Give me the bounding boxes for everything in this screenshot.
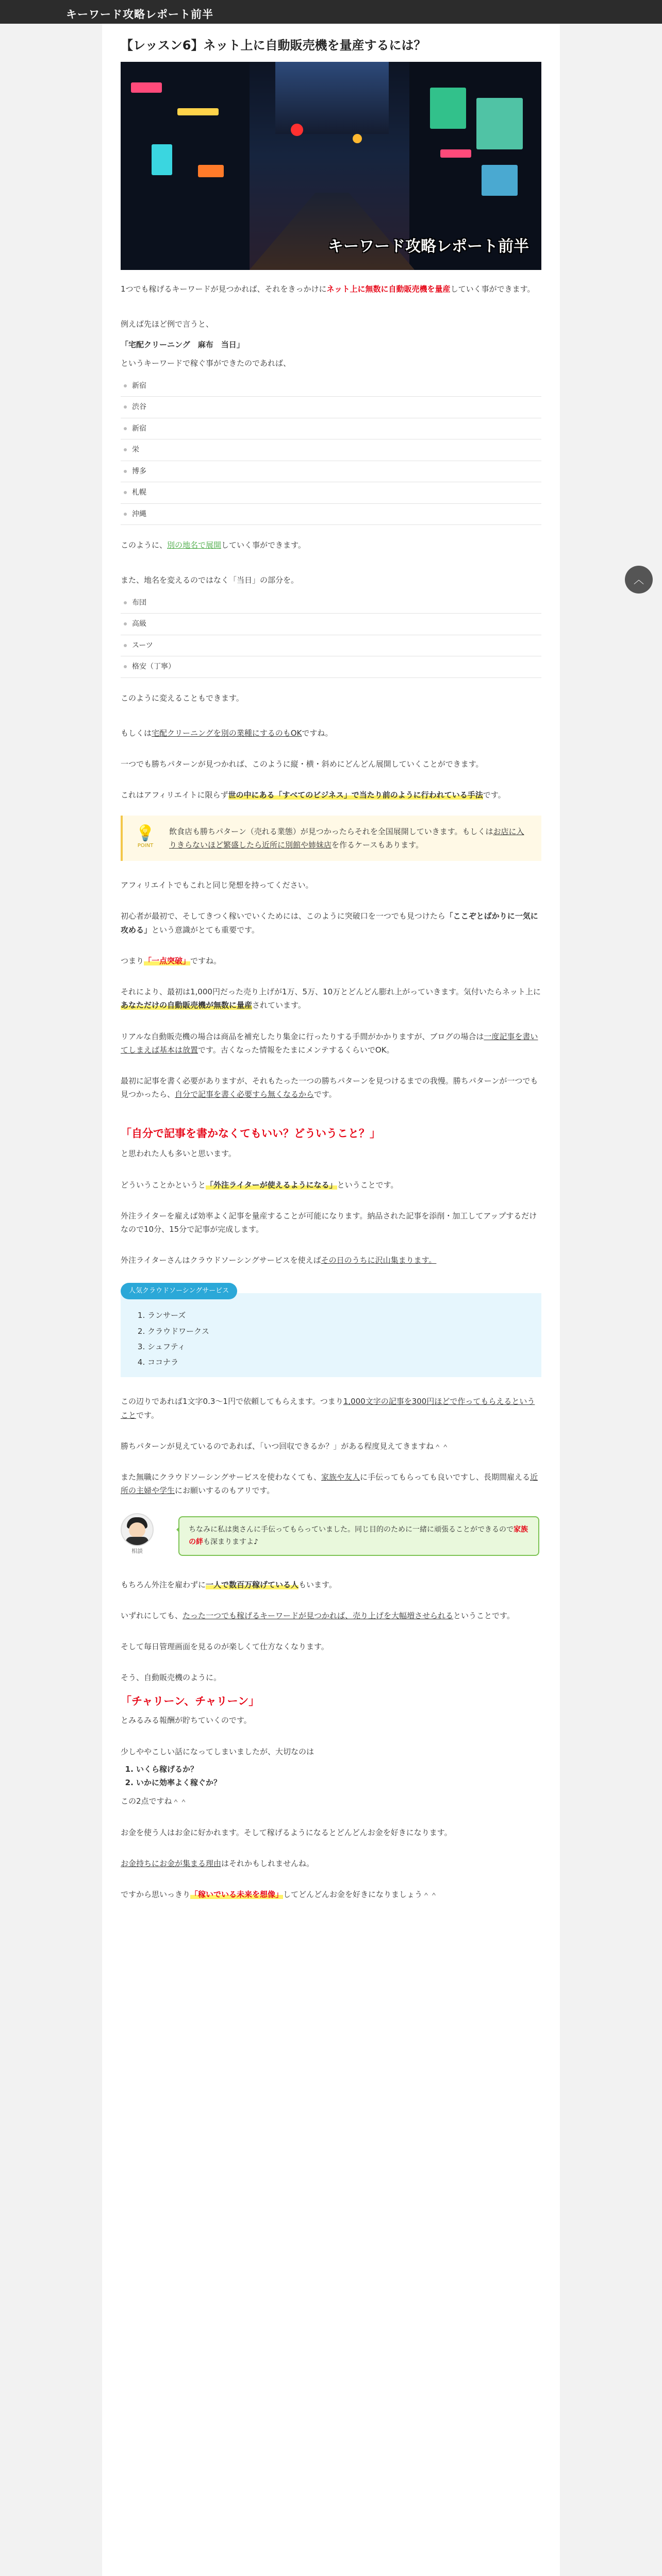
article-content [121,24,541,1901]
speech-bubble: ちなみに私は奥さんに手伝ってもらっていました。同じ目的のために一緒に頑張ることができるので家族の絆も深まりますよ♪ [178,1516,539,1556]
list-item: 格安（丁寧） [121,656,541,678]
crowdsourcing-box [121,1283,541,1378]
variation-list [121,592,541,678]
section-heading: 「自分で記事を書かなくてもいい？どういうこと？」 [121,1127,380,1140]
highlight-heading: 「チャリーン、チャリーン」 [121,1694,260,1707]
paragraph: いずれにしても、たった一つでも稼げるキーワードが見つかれば、売り上げを大幅増させられるということです。 [121,1611,515,1620]
list-item: 新宿 [121,376,541,397]
list-item: 渋谷 [121,397,541,418]
paragraph: これはアフィリエイトに限らず世の中にある「すべてのビジネス」で当たり前のように行われている手法です。 [121,790,506,800]
list-item: 3. シュフティ [147,1339,531,1354]
chevron-up-icon: ︿ [634,573,644,586]
paragraph: この辺りであれば1文字0.3〜1円で依頼してもらえます。つまり1,000文字の記事を300円ほどで作ってもらえるということです。 [121,1397,535,1420]
paragraph: このように変えることもできます。 [121,693,244,703]
list-item: スーツ [121,635,541,657]
hero-caption: キーワード攻略レポート前半 [328,238,529,256]
list-item: 4. ココナラ [147,1354,531,1370]
list-item: 1. ランサーズ [147,1308,531,1323]
paragraph: また、地名を変えるのではなく「当日」の部分を。 [121,575,299,585]
paragraph: 少しややこしい話になってしまいましたが、大切なのは [121,1747,315,1756]
paragraph: つまり「一点突破」ですね。 [121,956,222,965]
paragraph: そう、自動販売機のように。 [121,1673,222,1683]
paragraph: 初心者が最初で、そしてきつく稼いでいくためには、このように突破口を一つでも見つけたら「ここぞとばかりに一気に攻める」という意識がとても重要です。 [121,911,538,935]
point-note: 💡 POINT 飲食店も勝ちパターン（売れる業態）が見つかったらそれを全国展開していきます。もしくはお店に入りきらないほど繁盛したら近所に別館や姉妹店を作るケースもあります。 [121,816,541,861]
box-label: 人気クラウドソーシングサービス [121,1283,237,1300]
paragraph: 外注ライターを雇えば効率よく記事を量産することが可能になります。納品された記事を添削・加工してアップするだけなので10分、15分で記事が完成します。 [121,1211,537,1234]
paragraph: 外注ライターさんはクラウドソーシングサービスを使えばその日のうちに沢山集まります。 [121,1256,437,1265]
keyword-example: 「宅配クリーニング 麻布 当日」 [121,340,244,350]
paragraph: 例えば先ほど例で言うと、 [121,319,214,329]
paragraph: この2点ですね＾＾ [121,1797,188,1806]
paragraph: もしくは宅配クリーニングを別の業種にするのもOKですね。 [121,728,333,738]
lightbulb-icon: 💡 POINT [136,824,155,849]
paragraph: それにより、最初は1,000円だった売り上げが1万、5万、10万とどんどん膨れ上がっていきます。気付いたらネット上にあなただけの自動販売機が無数に量産されています。 [121,987,541,1010]
list-item: 2. クラウドワークス [147,1324,531,1339]
paragraph: ですから思いっきり「稼いでいる未来を想像」してどんどんお金を好きになりましょう＾＾ [121,1890,438,1900]
paragraph: 一つでも勝ちパターンが見つかれば、このように縦・横・斜めにどんどん展開していくことができます。 [121,759,484,769]
paragraph: というキーワードで稼ぐ事ができたのであれば、 [121,359,291,368]
paragraph: とみるみる報酬が貯ちていくのです。 [121,1716,252,1725]
paragraph: お金持ちにお金が集まる理由はそれかもしれませんね。 [121,1858,315,1868]
avatar-name: 相談 [131,1547,143,1554]
paragraph: お金を使う人はお金に好かれます。そして稼げるようになるとどんどんお金を好きになります。 [121,1827,452,1837]
page-title: 【レッスン6】ネット上に自動販売機を量産するには？ [121,38,426,53]
paragraph: そして毎日管理画面を見るのが楽しくて仕方なくなります。 [121,1642,329,1652]
list-item: 布団 [121,592,541,614]
list-item: 札幌 [121,482,541,504]
paragraph: 最初に記事を書く必要がありますが、それもたった一つの勝ちパターンを見つけるまでの我慢。勝ちパターンが一つでも見つかったら、自分で記事を書く必要すら無くなるからです。 [121,1076,538,1099]
site-logo[interactable]: キーワード攻略レポート前半 [66,8,213,21]
list-item: 沖縄 [121,504,541,526]
speech-balloon [121,1513,541,1565]
paragraph: リアルな自動販売機の場合は商品を補充したり集金に行ったりする手間がかかりますが、ブログの場合は一度記事を書いてしまえば基本は放置です。古くなった情報をたまにメンテするくらいでOK。 [121,1031,538,1055]
article-card [102,24,560,2576]
key-points [121,1762,541,1790]
paragraph: 勝ちパターンが見えているのであれば、「いつ回収できるか？」がある程度見えてきますね＾＾ [121,1441,450,1451]
list-item: 1. いくら稼げるか？ [136,1762,541,1776]
list-item: 高級 [121,614,541,635]
service-list [136,1308,531,1370]
top-bar [0,0,662,24]
list-item: 新宿 [121,418,541,440]
scroll-to-top-button[interactable] [625,566,653,594]
paragraph: もちろん外注を雇わずに一人で数百万稼げている人もいます。 [121,1580,337,1589]
city-list [121,376,541,526]
paragraph: アフィリエイトでもこれと同じ発想を持ってください。 [121,880,313,890]
list-item: 栄 [121,439,541,461]
paragraph: どういうことかというと「外注ライターが使えるようになる」ということです。 [121,1180,399,1190]
paragraph: このように、別の地名で展開していく事ができます。 [121,540,306,550]
hero-image [121,62,541,270]
paragraph: 1つでも稼げるキーワードが見つかれば、それをきっかけにネット上に無数に自動販売機を量産していく事ができます。 [121,284,535,294]
avatar [121,1513,154,1546]
paragraph: と思われた人も多いと思います。 [121,1149,236,1159]
list-item: 2. いかに効率よく稼ぐか？ [136,1776,541,1789]
paragraph: また無職にクラウドソーシングサービスを使わなくても、家族や友人に手伝ってもらっても良いですし、長期間雇える近所の主婦や学生にお願いするのもアリです。 [121,1472,538,1496]
list-item: 博多 [121,461,541,483]
